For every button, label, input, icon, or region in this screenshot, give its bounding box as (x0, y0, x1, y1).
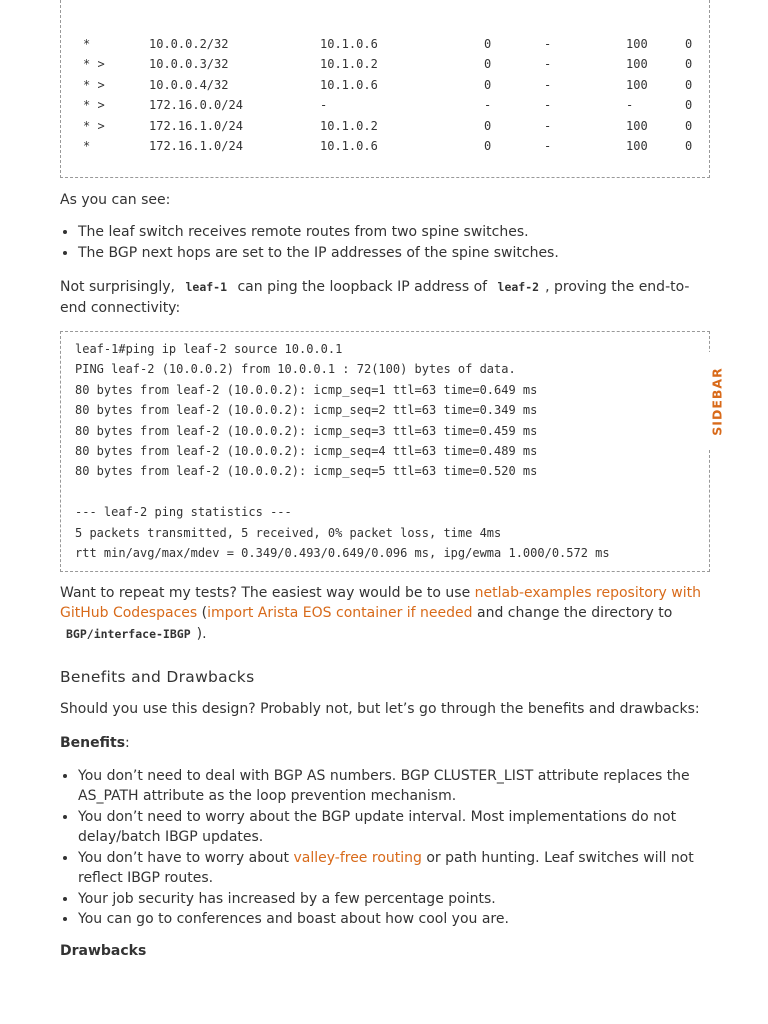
list-item (78, 848, 710, 889)
inline-code-leaf-1: leaf-1 (185, 280, 228, 295)
table-row (61, 116, 709, 136)
code-line: 80 bytes from leaf-2 (10.0.0.2): icmp_seq=2 ttl=63 time=0.349 ms (75, 403, 538, 418)
observation-list (60, 222, 710, 263)
inline-code-leaf-2: leaf-2 (497, 280, 540, 295)
route-cell-path: 0 (685, 98, 693, 113)
list-item: • You can go to conferences and boast about how cool you are. (78, 909, 710, 929)
table-row (61, 95, 709, 115)
route-cell-status: * > (83, 98, 105, 113)
inline-code-directory: BGP/interface-IBGP (66, 626, 191, 641)
route-cell-weight: 100 (626, 77, 648, 92)
ping-intro-middle: can ping the loopback IP address of (237, 279, 488, 296)
sidebar-tab[interactable] (700, 352, 734, 450)
code-line: 80 bytes from leaf-2 (10.0.0.2): icmp_seq=3 ttl=63 time=0.459 ms (75, 423, 538, 438)
route-cell-locprf: - (544, 98, 552, 113)
design-question: Should you use this design? Probably not, but let’s go through the benefits and drawbacks: (60, 701, 700, 718)
ping-output-block (60, 331, 710, 572)
list-item: • You don’t need to deal with BGP AS numbers. BGP CLUSTER_LIST attribute replaces the AS_PATH attribute as the loop prevention mechanism. (78, 766, 710, 807)
code-line: rtt min/avg/max/mdev = 0.349/0.493/0.649/0.096 ms, ipg/ewma 1.000/0.572 ms (75, 545, 610, 560)
drawbacks-label: Drawbacks (60, 943, 147, 960)
table-row (61, 34, 709, 54)
list-item: • Your job security has increased by a few percentage points. (78, 889, 710, 909)
drawbacks-label-paragraph (60, 941, 710, 961)
route-cell-network: 10.0.0.4/32 (149, 77, 229, 92)
code-line: 80 bytes from leaf-2 (10.0.0.2): icmp_seq=1 ttl=63 time=0.649 ms (75, 382, 538, 397)
route-cell-metric: 0 (484, 118, 492, 133)
route-cell-status: * > (83, 118, 105, 133)
route-cell-network: 172.16.1.0/24 (149, 138, 243, 153)
sidebar-label: SIDEBAR (709, 366, 725, 436)
repeat-middle: and change the directory to (477, 605, 673, 622)
route-cell-network: 172.16.1.0/24 (149, 118, 243, 133)
list-item: • The leaf switch receives remote routes from two spine switches. (78, 222, 710, 242)
route-cell-metric: - (484, 98, 492, 113)
route-cell-locprf: - (544, 138, 552, 153)
table-row (61, 54, 709, 74)
section-heading: Benefits and Drawbacks (60, 668, 255, 687)
route-cell-weight: 100 (626, 138, 648, 153)
route-cell-next-hop: 10.1.0.6 (320, 77, 378, 92)
article-content (60, 0, 710, 962)
repeat-tests-paragraph (60, 583, 710, 644)
route-cell-network: 10.0.0.3/32 (149, 57, 229, 72)
route-cell-next-hop: 10.1.0.6 (320, 138, 378, 153)
route-cell-metric: 0 (484, 77, 492, 92)
benefit3-after: or path hunting. Leaf switches will not reflect IBGP routes. (78, 849, 694, 887)
route-cell-network: 172.16.0.0/24 (149, 98, 243, 113)
benefits-list (60, 766, 710, 929)
code-line: PING leaf-2 (10.0.0.2) from 10.0.0.1 : 72(100) bytes of data. (75, 362, 516, 377)
route-cell-network: 10.0.0.2/32 (149, 37, 229, 51)
as-you-can-see-text: As you can see: (60, 192, 171, 208)
repeat-paren-open: ( (201, 605, 208, 622)
import-arista-eos-link[interactable]: import Arista EOS container if needed (207, 605, 473, 622)
valley-free-routing-link[interactable]: valley-free routing (293, 849, 422, 866)
code-line: --- leaf-2 ping statistics --- (75, 505, 292, 520)
list-item: • You don’t need to worry about the BGP update interval. Most implementations do not delay/batch IBGP updates. (78, 807, 710, 848)
route-cell-path: 0 (685, 77, 693, 92)
route-cell-metric: 0 (484, 37, 492, 51)
route-cell-path: 0 (685, 37, 693, 51)
route-cell-locprf: - (544, 37, 552, 51)
route-cell-metric: 0 (484, 57, 492, 72)
table-row (61, 136, 709, 156)
route-cell-next-hop: - (320, 98, 328, 113)
benefits-label: Benefits (60, 734, 126, 751)
route-cell-locprf: - (544, 77, 552, 92)
route-rows (61, 34, 709, 156)
route-cell-status: * (83, 138, 91, 153)
route-cell-next-hop: 10.1.0.2 (320, 57, 378, 72)
code-line (75, 482, 695, 502)
benefit3-before: You don’t have to worry about (78, 849, 290, 866)
route-cell-weight: 100 (626, 37, 648, 51)
route-cell-path: 0 (685, 138, 693, 153)
netlab-examples-link[interactable]: netlab-examples repository with GitHub Codespaces (60, 585, 701, 622)
list-item: • The BGP next hops are set to the IP addresses of the spine switches. (78, 243, 710, 263)
code-line: 80 bytes from leaf-2 (10.0.0.2): icmp_seq=4 ttl=63 time=0.489 ms (75, 443, 538, 458)
route-cell-weight: - (626, 98, 634, 113)
route-cell-status: * > (83, 77, 105, 92)
route-cell-metric: 0 (484, 138, 492, 153)
code-line: 80 bytes from leaf-2 (10.0.0.2): icmp_seq=5 ttl=63 time=0.520 ms (75, 464, 538, 479)
repeat-after: ). (196, 625, 207, 642)
route-cell-status: * > (83, 57, 105, 72)
benefits-colon: : (125, 734, 130, 751)
ping-lines (75, 339, 695, 563)
route-cell-weight: 100 (626, 57, 648, 72)
bgp-route-table (60, 0, 710, 178)
route-cell-status: * (83, 37, 91, 51)
route-cell-path: 0 (685, 57, 693, 72)
ping-intro-before: Not surprisingly, (60, 279, 176, 296)
route-cell-next-hop: 10.1.0.6 (320, 37, 378, 51)
benefits-label-paragraph (60, 733, 710, 753)
route-cell-locprf: - (544, 57, 552, 72)
code-line: 5 packets transmitted, 5 received, 0% packet loss, time 4ms (75, 525, 502, 540)
route-cell-weight: 100 (626, 118, 648, 133)
repeat-before: Want to repeat my tests? The easiest way would be to use (60, 585, 471, 602)
route-cell-locprf: - (544, 118, 552, 133)
code-line: leaf-1#ping ip leaf-2 source 10.0.0.1 (75, 342, 343, 357)
route-cell-path: 0 (685, 118, 693, 133)
ping-intro-paragraph (60, 277, 710, 318)
table-row (61, 75, 709, 95)
ping-intro-after: , proving the end-to-end connectivity: (60, 279, 690, 316)
route-cell-next-hop: 10.1.0.2 (320, 118, 378, 133)
